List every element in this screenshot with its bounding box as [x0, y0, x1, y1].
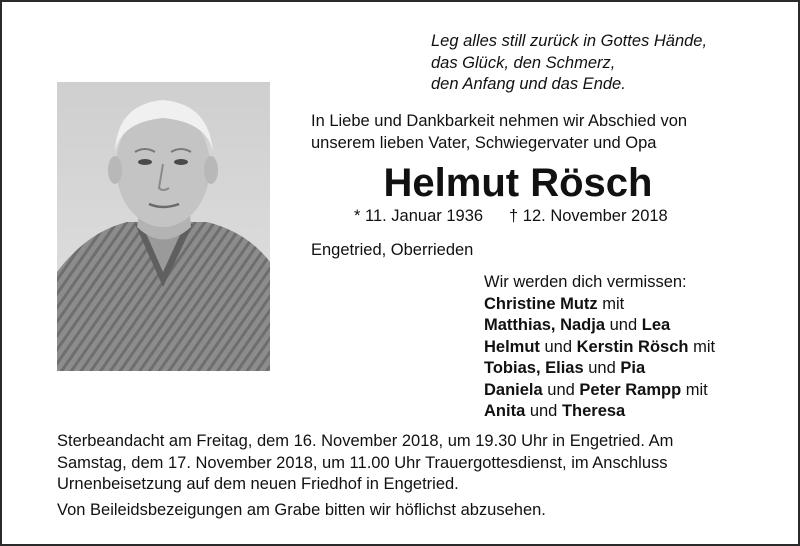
closing-note: Von Beileidsbezeigungen am Grabe bitten wir höflichst abzusehen. [57, 501, 546, 519]
mourner-connector: mit [688, 337, 716, 356]
mourner-connector: mit [597, 294, 625, 313]
intro-line: unserem lieben Vater, Schwiegervater und Opa [311, 133, 657, 152]
poem-line: das Glück, den Schmerz, [431, 53, 616, 72]
service-line: Sterbeandacht am Freitag, dem 16. November 2018, um 19.30 Uhr in Engetried. Am [57, 432, 674, 450]
intro-text [311, 111, 687, 154]
mourner-row [484, 337, 715, 359]
deceased-name: Helmut Rösch [383, 161, 653, 205]
mourner-name: Anita [484, 402, 526, 420]
portrait-photo-icon [57, 82, 270, 371]
residence: Engetried, Oberrieden [311, 241, 474, 259]
mourner-connector: und [542, 380, 580, 399]
mourner-name: Lea [641, 316, 671, 334]
poem [431, 31, 707, 96]
mourners-list [484, 272, 715, 423]
mourner-connector: und [583, 359, 621, 377]
mourner-connector: und [539, 337, 577, 356]
intro-line: In Liebe und Dankbarkeit nehmen wir Abschied von [311, 112, 688, 130]
mourners-rows [484, 294, 715, 423]
poem-line: Leg alles still zurück in Gottes Hände, [431, 32, 708, 50]
mourner-name: Theresa [561, 402, 626, 420]
mourner-name: Kerstin Rösch [576, 337, 689, 356]
service-details [57, 431, 757, 496]
birth-date: * 11. Januar 1936 [354, 207, 484, 225]
mourners-heading: Wir werden dich vermissen: [484, 273, 687, 291]
mourner-name: Pia [620, 359, 646, 377]
mourner-connector: mit [681, 380, 708, 399]
mourner-connector: und [525, 402, 562, 420]
mourner-name: Matthias, Nadja [484, 316, 606, 334]
mourner-name: Peter Rampp [579, 380, 682, 399]
service-line: Urnenbeisetzung auf dem neuen Friedhof in Engetried. [57, 475, 459, 493]
service-line: Samstag, dem 17. November 2018, um 11.00 Uhr Trauergottesdienst, im Anschluss [57, 453, 668, 472]
mourner-name: Tobias, Elias [484, 359, 584, 377]
poem-line: den Anfang und das Ende. [431, 75, 626, 93]
mourner-connector: und [605, 316, 642, 334]
life-dates [354, 206, 668, 228]
mourner-row [484, 358, 715, 380]
mourner-row [484, 380, 715, 402]
mourner-name: Helmut [484, 337, 540, 356]
mourner-name: Daniela [484, 380, 543, 399]
mourner-name: Christine Mutz [484, 294, 598, 313]
portrait-photo [57, 82, 270, 371]
death-date: † 12. November 2018 [509, 207, 668, 225]
mourner-row [484, 315, 715, 337]
mourner-row [484, 294, 715, 316]
mourner-row [484, 401, 715, 423]
